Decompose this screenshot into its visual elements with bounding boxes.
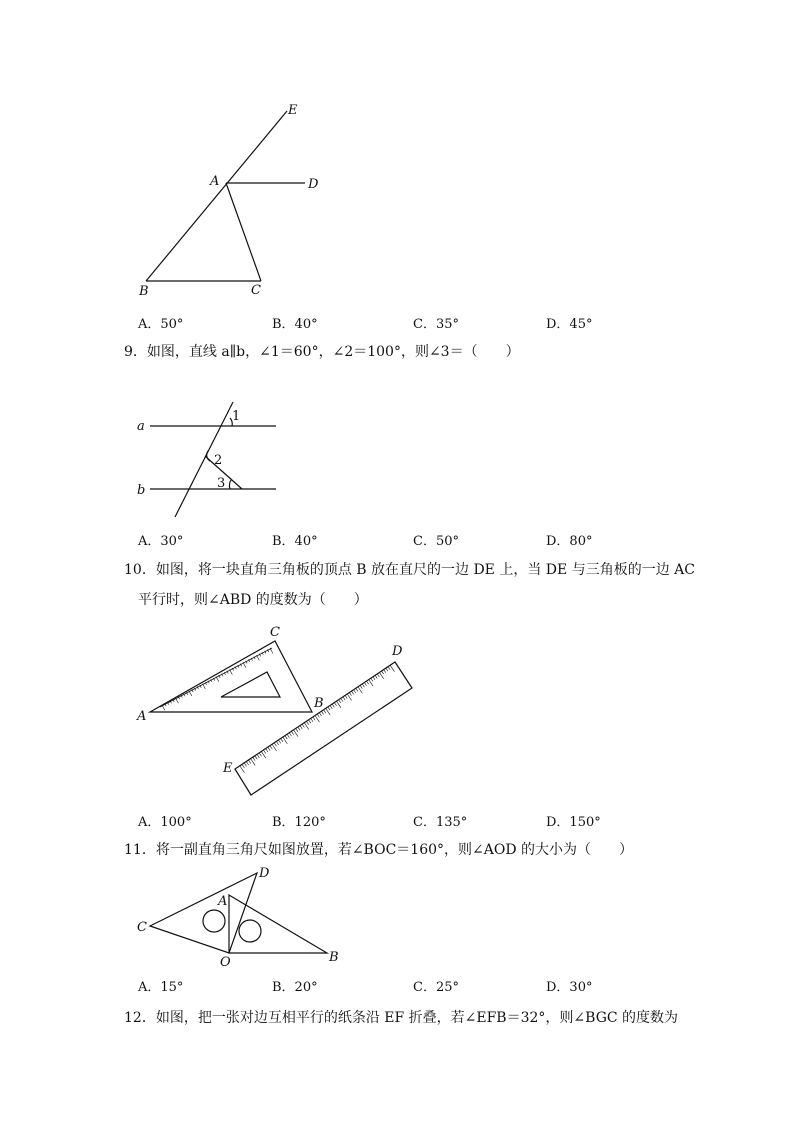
q10-question-line1: 10．如图，将一块直角三角板的顶点 B 放在直尺的一边 DE 上，当 DE 与三角板的一边 AC bbox=[124, 562, 695, 578]
q12-question-text: 12．如图，把一张对边互相平行的纸条沿 EF 折叠，若∠EFB＝32°，则∠BGC 的度数为 bbox=[124, 1010, 679, 1026]
q10-label-E: E bbox=[223, 761, 233, 776]
q10-option-c: C．135° bbox=[413, 815, 468, 830]
q8-option-c: C．35° bbox=[413, 317, 459, 332]
q11-hole-left bbox=[203, 910, 225, 932]
q11-label-A: A bbox=[218, 894, 228, 909]
q10-label-B: B bbox=[314, 696, 324, 711]
q8-option-b: B．40° bbox=[272, 317, 318, 332]
q10-option-b: B．120° bbox=[272, 815, 326, 830]
q8-label-C: C bbox=[251, 283, 261, 298]
q10-option-d: D．150° bbox=[546, 815, 601, 830]
q9-question-text: 9．如图，直线 a∥b，∠1＝60°，∠2＝100°，则∠3＝（ ） bbox=[124, 344, 520, 360]
q11-triangle-AOB bbox=[229, 895, 327, 953]
q11-triangle-COD bbox=[150, 873, 257, 953]
q11-option-b: B．20° bbox=[272, 980, 318, 995]
q8-option-d: D．45° bbox=[546, 317, 593, 332]
q11-question-text: 11．将一副直角三角尺如图放置，若∠BOC＝160°，则∠AOD 的大小为（ ） bbox=[124, 842, 633, 858]
q9-option-b: B．40° bbox=[272, 534, 318, 549]
q8-label-B: B bbox=[139, 284, 149, 299]
q10-question-line2: 平行时，则∠ABD 的度数为（ ） bbox=[138, 592, 368, 608]
q9-label-2: 2 bbox=[214, 453, 223, 468]
q11-option-c: C．25° bbox=[413, 980, 459, 995]
q8-label-A: A bbox=[210, 174, 220, 189]
q8-label-D: D bbox=[308, 177, 319, 192]
q10-label-A: A bbox=[137, 709, 147, 724]
q9-option-d: D．80° bbox=[546, 534, 593, 549]
q11-option-d: D．30° bbox=[546, 980, 593, 995]
q11-label-C: C bbox=[137, 920, 147, 935]
q9-label-b: b bbox=[137, 483, 146, 498]
q8-label-E: E bbox=[288, 103, 298, 118]
q10-label-D: D bbox=[392, 644, 403, 659]
q11-hole-right bbox=[239, 920, 261, 942]
q10-label-C: C bbox=[270, 625, 280, 640]
q11-label-D: D bbox=[259, 866, 270, 881]
q11-label-B: B bbox=[329, 950, 339, 965]
q9-option-c: C．50° bbox=[413, 534, 459, 549]
q11-option-a: A．15° bbox=[138, 980, 184, 995]
q9-label-3: 3 bbox=[217, 476, 226, 491]
q10-option-a: A．100° bbox=[138, 815, 192, 830]
q9-label-1: 1 bbox=[232, 409, 241, 424]
q9-label-a: a bbox=[137, 419, 145, 434]
q11-label-O: O bbox=[220, 955, 231, 970]
q8-option-a: A．50° bbox=[138, 317, 184, 332]
q9-option-a: A．30° bbox=[138, 534, 184, 549]
